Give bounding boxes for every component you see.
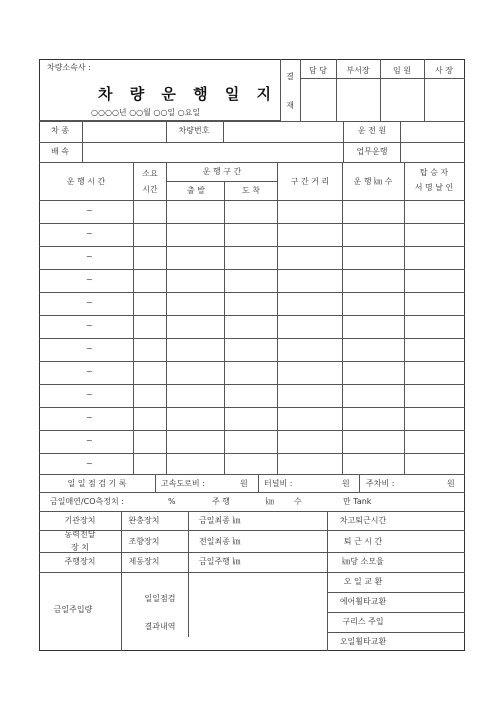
divider [39,492,465,493]
divider [39,200,465,201]
divider [166,121,167,142]
divider [121,511,122,572]
percent-unit: % [168,497,176,506]
divider [39,430,465,431]
check-label: 일일점검 [144,594,176,603]
divider [327,632,465,633]
car-type-label: 차 종 [51,126,69,135]
col-required: 시간 [142,185,158,194]
time-range-mark: ~ [86,252,93,261]
divider [424,59,425,121]
divider [166,181,277,182]
tank-label: 만 Tank [343,497,372,506]
divider [39,269,465,270]
divider [39,384,465,385]
today-final-label: 금일최종 ㎞ [199,516,241,525]
time-range-mark: ~ [86,275,93,284]
mileage-unit: ㎞ [266,497,274,506]
garage-time-label: 차고퇴근시간 [339,516,387,525]
check-label: 결과내역 [144,622,176,631]
col-distance: 구 간 거 리 [290,177,330,186]
time-range-mark: ~ [86,321,93,330]
currency-won: 원 [240,479,248,488]
vehicle-log-form [39,59,465,651]
time-range-mark: ~ [86,436,93,445]
divider [39,223,465,224]
divider [39,121,465,122]
tunnel-fee-label: 터널비 : [264,479,293,488]
divider [280,59,281,121]
steering-label: 조향장치 [128,537,160,546]
divider [327,612,465,613]
divider [39,407,465,408]
engine-label: 기관장치 [64,516,96,525]
divider [380,59,381,121]
power-label: 동력전달 [64,530,96,539]
approval-label: 결 [286,72,294,81]
col-section: 운 행 구 간 [202,167,242,176]
time-range-mark: ~ [86,459,93,468]
divider [155,474,156,492]
col-arrival: 도 착 [242,186,260,195]
divider [300,59,301,121]
divider [39,142,465,143]
divider [39,530,465,531]
col-departure: 출 발 [187,186,205,195]
brake-label: 제동장치 [128,557,160,566]
divider [359,474,360,492]
divider [404,162,405,474]
currency-won: 원 [447,479,455,488]
approver-director: 임 원 [393,66,411,75]
currency-won: 원 [342,479,350,488]
power-label: 장 치 [71,543,89,552]
car-number-label: 차량번호 [178,126,210,135]
time-range-mark: ~ [86,206,93,215]
divider [223,121,224,142]
divider [342,162,343,474]
col-passenger: 탑 승 자 [419,168,449,177]
divider [39,361,465,362]
daily-check-label: 일 일 점 검 기 록 [67,479,127,488]
divider [327,511,328,651]
divider [39,453,465,454]
divider [224,181,225,474]
divider [39,315,465,316]
highway-fee-label: 고속도로비 : [161,479,205,488]
divider [39,511,465,512]
yesterday-final-label: 전일최종 ㎞ [199,537,241,546]
time-range-mark: ~ [86,298,93,307]
date-line: ○○○○년 ○○월 ○○일 ○요일 [91,108,201,117]
driver-label: 운 전 원 [357,126,387,135]
divider [39,338,465,339]
commute-time-label: 퇴 근 시 간 [343,537,383,546]
divider [343,121,344,162]
divider [82,121,83,162]
divider [39,246,465,247]
time-range-mark: ~ [86,344,93,353]
divider [258,474,259,492]
fuel-label: 금일주입량 [53,605,93,614]
col-km-count: 운 행 ㎞ 수 [353,177,393,186]
air-filter-label: 에어휠타교환 [339,597,387,606]
buffer-label: 완충장치 [128,516,160,525]
divider [39,474,465,475]
divider [39,162,465,163]
assignment-label: 배 속 [51,147,69,156]
approval-label: 재 [286,101,294,110]
grease-label: 구리스 주입 [342,617,384,626]
business-label: 업무운행 [356,147,388,156]
col-required: 소요 [142,169,158,178]
today-drive-label: 금일주행 ㎞ [199,557,241,566]
mileage-label: 주 행 [212,497,230,506]
time-range-mark: ~ [86,413,93,422]
approver-president: 사 장 [435,66,453,75]
divider [166,162,167,474]
oil-change-label: 오 일 교 환 [343,577,383,586]
oil-filter-label: 오일휠타교환 [339,637,387,646]
approver-dept-head: 부서장 [346,66,370,75]
approver-manager: 담 당 [309,66,327,75]
co-measure-label: 금일매연/CO측정치 : [50,497,124,506]
divider [327,592,465,593]
divider [121,572,122,651]
divider [336,59,337,121]
affiliation-label: 차량소속사 : [47,63,91,72]
divider [39,552,465,553]
consumption-label: ㎞당 소모율 [342,557,384,566]
running-label: 주행장치 [64,557,96,566]
divider [188,511,189,637]
parking-fee-label: 주차비 : [366,479,395,488]
divider [39,572,465,573]
divider [277,162,278,474]
page-title: 차 량 운 행 일 지 [98,85,278,103]
divider [300,78,465,79]
divider [400,121,401,162]
divider [39,292,465,293]
col-passenger: 서 명 날 인 [414,183,454,192]
mileage-label: 수 [294,497,302,506]
time-range-mark: ~ [86,367,93,376]
divider [133,162,134,474]
time-range-mark: ~ [86,229,93,238]
col-op-time: 운 행 시 간 [66,177,106,186]
time-range-mark: ~ [86,390,93,399]
